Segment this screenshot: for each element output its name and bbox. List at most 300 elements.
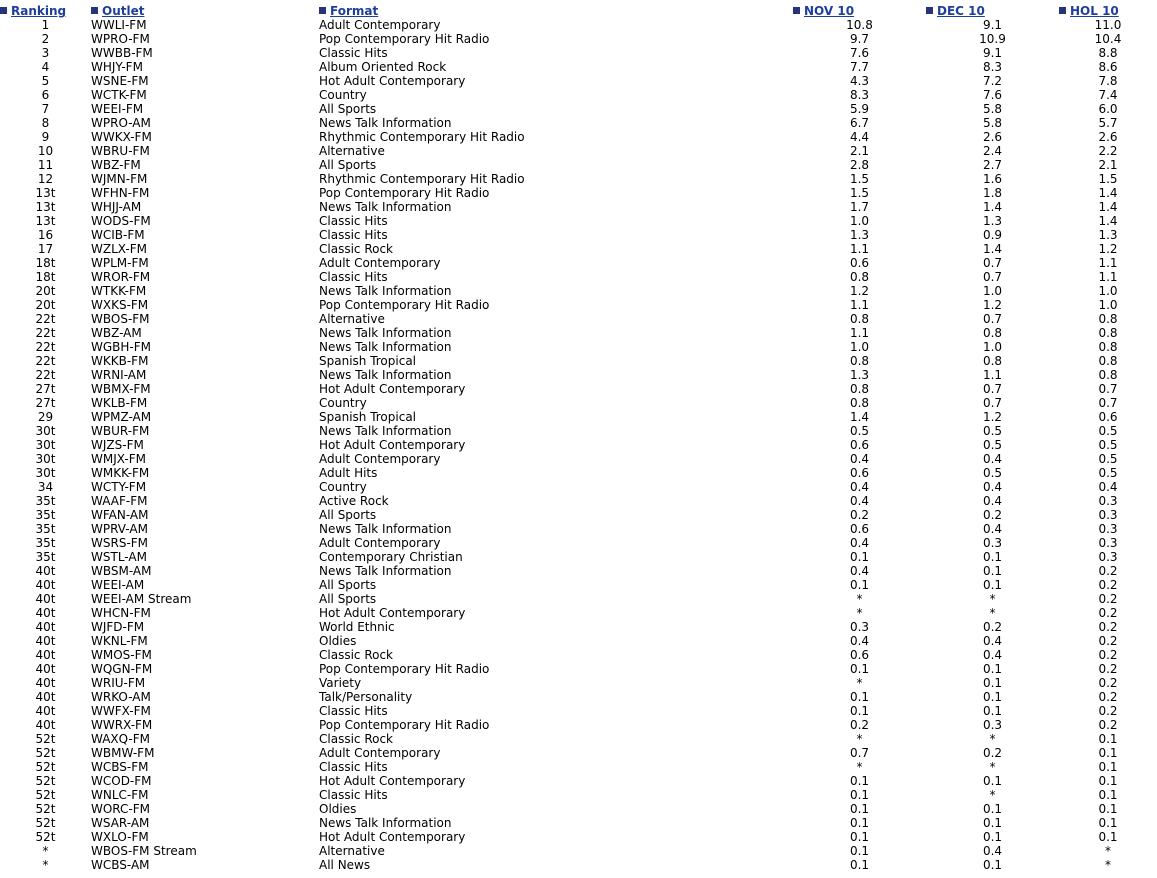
- header-hol: [1059, 4, 1157, 18]
- nov-value-cell: *: [856, 732, 863, 746]
- hol-value-cell: 0.1: [1098, 802, 1118, 816]
- nov-value-cell: 1.7: [849, 200, 870, 214]
- sort-hol-link[interactable]: HOL 10: [1070, 4, 1119, 18]
- outlet-cell: WKLB-FM: [91, 396, 148, 410]
- format-cell: All Sports: [319, 158, 377, 172]
- table-row: [0, 606, 1157, 620]
- dec-value-cell: 0.7: [982, 256, 1003, 270]
- hol-value-cell: 0.1: [1098, 830, 1118, 844]
- hol-value-cell: 0.2: [1098, 564, 1118, 578]
- hol-value-cell: 0.2: [1098, 718, 1118, 732]
- outlet-cell: WRKO-AM: [91, 690, 151, 704]
- hol-value-cell: 0.8: [1098, 368, 1118, 382]
- outlet-cell: WPRO-FM: [91, 32, 150, 46]
- table-row: [0, 158, 1157, 172]
- table-row: [0, 620, 1157, 634]
- dec-value-cell: 1.2: [982, 298, 1003, 312]
- hol-value-cell: 0.7: [1098, 396, 1118, 410]
- hol-value-cell: 1.3: [1098, 228, 1118, 242]
- format-cell: Adult Contemporary: [319, 746, 441, 760]
- ranking-cell: 4: [41, 60, 50, 74]
- hol-value-cell: 0.5: [1098, 452, 1118, 466]
- nov-value-cell: 0.6: [849, 466, 870, 480]
- outlet-cell: WAAF-FM: [91, 494, 148, 508]
- header-dec: [926, 4, 1059, 18]
- format-cell: News Talk Information: [319, 522, 452, 536]
- nov-value-cell: 0.4: [849, 480, 870, 494]
- dec-value-cell: 0.2: [982, 508, 1003, 522]
- nov-value-cell: 0.5: [849, 424, 870, 438]
- ranking-cell: 18t: [35, 270, 56, 284]
- ranking-cell: 52t: [35, 788, 56, 802]
- format-cell: World Ethnic: [319, 620, 395, 634]
- table-row: [0, 172, 1157, 186]
- dec-value-cell: 9.1: [982, 18, 1003, 32]
- dec-value-cell: 0.1: [982, 704, 1003, 718]
- nov-value-cell: 4.4: [849, 130, 870, 144]
- hol-value-cell: *: [1105, 844, 1111, 858]
- format-cell: Adult Contemporary: [319, 536, 441, 550]
- table-row: [0, 802, 1157, 816]
- hol-value-cell: 1.4: [1098, 200, 1118, 214]
- sort-square-icon: [91, 7, 98, 14]
- table-row: [0, 550, 1157, 564]
- outlet-cell: WHJY-FM: [91, 60, 143, 74]
- ranking-cell: 11: [37, 158, 54, 172]
- ranking-cell: 40t: [35, 718, 56, 732]
- hol-value-cell: 1.2: [1098, 242, 1118, 256]
- format-cell: Country: [319, 88, 367, 102]
- hol-value-cell: 0.2: [1098, 592, 1118, 606]
- outlet-cell: WKKB-FM: [91, 354, 149, 368]
- hol-value-cell: 7.8: [1098, 74, 1118, 88]
- nov-value-cell: 5.9: [849, 102, 870, 116]
- outlet-cell: WPLM-FM: [91, 256, 149, 270]
- ranking-cell: 20t: [35, 298, 56, 312]
- nov-value-cell: 0.4: [849, 494, 870, 508]
- dec-value-cell: 7.2: [982, 74, 1003, 88]
- outlet-cell: WEEI-AM: [91, 578, 145, 592]
- ranking-cell: 40t: [35, 648, 56, 662]
- hol-value-cell: 0.3: [1098, 522, 1118, 536]
- format-cell: Pop Contemporary Hit Radio: [319, 718, 490, 732]
- table-row: [0, 452, 1157, 466]
- hol-value-cell: 0.6: [1098, 410, 1118, 424]
- format-cell: Adult Contemporary: [319, 256, 441, 270]
- format-cell: Oldies: [319, 802, 357, 816]
- hol-value-cell: 0.2: [1098, 578, 1118, 592]
- outlet-cell: WCOD-FM: [91, 774, 152, 788]
- ranking-cell: 40t: [35, 662, 56, 676]
- table-row: [0, 284, 1157, 298]
- format-cell: Classic Rock: [319, 242, 394, 256]
- table-row: [0, 32, 1157, 46]
- ranking-cell: *: [42, 844, 49, 858]
- format-cell: Pop Contemporary Hit Radio: [319, 662, 490, 676]
- nov-value-cell: 0.1: [849, 816, 870, 830]
- format-cell: Talk/Personality: [319, 690, 413, 704]
- outlet-cell: WBMX-FM: [91, 382, 151, 396]
- hol-value-cell: 1.5: [1098, 172, 1118, 186]
- nov-value-cell: 1.3: [849, 368, 870, 382]
- table-row: [0, 354, 1157, 368]
- dec-value-cell: 0.5: [982, 424, 1003, 438]
- nov-value-cell: 1.5: [849, 172, 870, 186]
- table-row: [0, 522, 1157, 536]
- hol-value-cell: 0.3: [1098, 536, 1118, 550]
- table-row: [0, 368, 1157, 382]
- format-cell: Rhythmic Contemporary Hit Radio: [319, 130, 525, 144]
- dec-value-cell: 0.1: [982, 858, 1003, 872]
- header-ranking: [0, 4, 91, 18]
- table-row: [0, 46, 1157, 60]
- hol-value-cell: 6.0: [1098, 102, 1118, 116]
- format-cell: All Sports: [319, 578, 377, 592]
- table-row: [0, 676, 1157, 690]
- nov-value-cell: 0.6: [849, 438, 870, 452]
- format-cell: Pop Contemporary Hit Radio: [319, 32, 490, 46]
- sort-nov-link[interactable]: NOV 10: [804, 4, 855, 18]
- nov-value-cell: 0.1: [849, 802, 870, 816]
- sort-ranking-link[interactable]: Ranking: [11, 4, 67, 18]
- nov-value-cell: 0.8: [849, 382, 870, 396]
- nov-value-cell: 0.8: [849, 354, 870, 368]
- nov-value-cell: 7.7: [849, 60, 870, 74]
- outlet-cell: WWBB-FM: [91, 46, 153, 60]
- ranking-cell: 17: [37, 242, 54, 256]
- dec-value-cell: *: [989, 760, 996, 774]
- table-row: [0, 760, 1157, 774]
- format-cell: Classic Hits: [319, 270, 388, 284]
- format-cell: Alternative: [319, 312, 385, 326]
- nov-value-cell: 0.4: [849, 536, 870, 550]
- ranking-cell: 22t: [35, 326, 56, 340]
- hol-value-cell: 0.2: [1098, 606, 1118, 620]
- table-row: [0, 774, 1157, 788]
- dec-value-cell: 1.1: [982, 368, 1003, 382]
- outlet-cell: WEEI-AM Stream: [91, 592, 192, 606]
- hol-value-cell: 1.1: [1098, 270, 1118, 284]
- dec-value-cell: 0.3: [982, 718, 1003, 732]
- table-row: [0, 648, 1157, 662]
- table-body: [0, 18, 1157, 872]
- sort-outlet-link[interactable]: Outlet: [102, 4, 145, 18]
- ranking-cell: 40t: [35, 704, 56, 718]
- dec-value-cell: 1.0: [982, 284, 1003, 298]
- table-row: [0, 564, 1157, 578]
- outlet-cell: WCTK-FM: [91, 88, 147, 102]
- dec-value-cell: *: [989, 592, 996, 606]
- format-cell: Hot Adult Contemporary: [319, 830, 466, 844]
- table-row: [0, 704, 1157, 718]
- dec-value-cell: 0.1: [982, 690, 1003, 704]
- hol-value-cell: 1.4: [1098, 186, 1118, 200]
- nov-value-cell: 0.4: [849, 634, 870, 648]
- hol-value-cell: 1.0: [1098, 284, 1118, 298]
- table-row: [0, 256, 1157, 270]
- hol-value-cell: 8.6: [1098, 60, 1118, 74]
- format-cell: News Talk Information: [319, 284, 452, 298]
- table-row: [0, 340, 1157, 354]
- hol-value-cell: 0.3: [1098, 494, 1118, 508]
- nov-value-cell: 0.6: [849, 522, 870, 536]
- outlet-cell: WRIU-FM: [91, 676, 146, 690]
- nov-value-cell: 0.8: [849, 396, 870, 410]
- format-cell: Classic Hits: [319, 760, 388, 774]
- dec-value-cell: 2.4: [982, 144, 1003, 158]
- outlet-cell: WEEI-FM: [91, 102, 144, 116]
- nov-value-cell: 1.1: [849, 326, 870, 340]
- table-row: [0, 326, 1157, 340]
- format-cell: Classic Hits: [319, 228, 388, 242]
- hol-value-cell: 0.8: [1098, 354, 1118, 368]
- format-cell: Active Rock: [319, 494, 389, 508]
- header-format: [319, 4, 793, 18]
- nov-value-cell: *: [856, 592, 863, 606]
- hol-value-cell: 0.2: [1098, 704, 1118, 718]
- outlet-cell: WMOS-FM: [91, 648, 152, 662]
- dec-value-cell: 1.8: [982, 186, 1003, 200]
- outlet-cell: WCIB-FM: [91, 228, 145, 242]
- dec-value-cell: 0.8: [982, 326, 1003, 340]
- dec-value-cell: 1.4: [982, 242, 1003, 256]
- outlet-cell: WAXQ-FM: [91, 732, 151, 746]
- ranking-cell: 30t: [35, 438, 56, 452]
- nov-value-cell: 0.8: [849, 270, 870, 284]
- sort-square-icon: [926, 7, 933, 14]
- dec-value-cell: 10.9: [979, 32, 1006, 46]
- dec-value-cell: 0.2: [982, 620, 1003, 634]
- dec-value-cell: 2.7: [982, 158, 1003, 172]
- ranking-cell: 2: [41, 32, 50, 46]
- hol-value-cell: 0.5: [1098, 466, 1118, 480]
- outlet-cell: WJFD-FM: [91, 620, 145, 634]
- ranking-cell: 1: [41, 18, 50, 32]
- outlet-cell: WJMN-FM: [91, 172, 148, 186]
- format-cell: Adult Hits: [319, 466, 378, 480]
- outlet-cell: WSAR-AM: [91, 816, 150, 830]
- format-cell: News Talk Information: [319, 564, 452, 578]
- ranking-cell: 35t: [35, 550, 56, 564]
- sort-format-link[interactable]: Format: [330, 4, 379, 18]
- table-row: [0, 130, 1157, 144]
- sort-square-icon: [319, 7, 326, 14]
- nov-value-cell: 4.3: [849, 74, 870, 88]
- outlet-cell: WXLO-FM: [91, 830, 149, 844]
- table-row: [0, 830, 1157, 844]
- ranking-cell: 3: [41, 46, 50, 60]
- outlet-cell: WBMW-FM: [91, 746, 155, 760]
- format-cell: News Talk Information: [319, 200, 452, 214]
- nov-value-cell: 0.4: [849, 452, 870, 466]
- ranking-cell: 52t: [35, 830, 56, 844]
- ranking-cell: 35t: [35, 536, 56, 550]
- nov-value-cell: 0.1: [849, 788, 870, 802]
- format-cell: Hot Adult Contemporary: [319, 606, 466, 620]
- dec-value-cell: 8.3: [982, 60, 1003, 74]
- hol-value-cell: 0.1: [1098, 760, 1118, 774]
- outlet-cell: WBZ-FM: [91, 158, 141, 172]
- header-row: [0, 4, 1157, 18]
- nov-value-cell: 0.1: [849, 690, 870, 704]
- table-row: [0, 634, 1157, 648]
- dec-value-cell: 0.4: [982, 494, 1003, 508]
- nov-value-cell: *: [856, 760, 863, 774]
- hol-value-cell: 5.7: [1098, 116, 1118, 130]
- nov-value-cell: 0.3: [849, 620, 870, 634]
- table-row: [0, 214, 1157, 228]
- format-cell: News Talk Information: [319, 326, 452, 340]
- dec-value-cell: 0.1: [982, 662, 1003, 676]
- header-outlet: [91, 4, 319, 18]
- format-cell: News Talk Information: [319, 116, 452, 130]
- dec-value-cell: 2.6: [982, 130, 1003, 144]
- nov-value-cell: 1.2: [849, 284, 870, 298]
- hol-value-cell: 11.0: [1094, 18, 1122, 32]
- format-cell: Country: [319, 396, 367, 410]
- dec-value-cell: 0.1: [982, 816, 1003, 830]
- outlet-cell: WROR-FM: [91, 270, 151, 284]
- nov-value-cell: 7.6: [849, 46, 870, 60]
- table-row: [0, 718, 1157, 732]
- outlet-cell: WBRU-FM: [91, 144, 150, 158]
- format-cell: All Sports: [319, 592, 377, 606]
- ranking-cell: 35t: [35, 522, 56, 536]
- ranking-cell: 40t: [35, 676, 56, 690]
- format-cell: Spanish Tropical: [319, 410, 417, 424]
- ranking-cell: 6: [41, 88, 50, 102]
- ranking-cell: 30t: [35, 452, 56, 466]
- format-cell: Oldies: [319, 634, 357, 648]
- hol-value-cell: 1.1: [1098, 256, 1118, 270]
- dec-value-cell: 1.6: [982, 172, 1003, 186]
- ranking-cell: 22t: [35, 340, 56, 354]
- table-row: [0, 228, 1157, 242]
- ranking-cell: 13t: [35, 200, 56, 214]
- dec-value-cell: 1.4: [982, 200, 1003, 214]
- outlet-cell: WWKX-FM: [91, 130, 152, 144]
- outlet-cell: WWRX-FM: [91, 718, 153, 732]
- dec-value-cell: 0.7: [982, 270, 1003, 284]
- format-cell: Classic Rock: [319, 648, 394, 662]
- dec-value-cell: 9.1: [982, 46, 1003, 60]
- nov-value-cell: 0.8: [849, 312, 870, 326]
- nov-value-cell: 1.0: [849, 340, 870, 354]
- table-row: [0, 312, 1157, 326]
- nov-value-cell: 1.3: [849, 228, 870, 242]
- table-row: [0, 270, 1157, 284]
- ranking-cell: 22t: [35, 368, 56, 382]
- outlet-cell: WCBS-FM: [91, 760, 149, 774]
- dec-value-cell: *: [989, 606, 996, 620]
- hol-value-cell: 2.6: [1098, 130, 1118, 144]
- ranking-cell: 10: [37, 144, 54, 158]
- outlet-cell: WXKS-FM: [91, 298, 149, 312]
- dec-value-cell: 0.1: [982, 564, 1003, 578]
- format-cell: Hot Adult Contemporary: [319, 74, 466, 88]
- hol-value-cell: 0.4: [1098, 480, 1118, 494]
- hol-value-cell: 10.4: [1094, 32, 1122, 46]
- format-cell: Adult Contemporary: [319, 452, 441, 466]
- table-row: [0, 578, 1157, 592]
- outlet-cell: WPRV-AM: [91, 522, 148, 536]
- format-cell: Classic Rock: [319, 732, 394, 746]
- table-row: [0, 438, 1157, 452]
- table-row: [0, 298, 1157, 312]
- ranking-cell: 34: [37, 480, 54, 494]
- table-row: [0, 592, 1157, 606]
- nov-value-cell: 0.6: [849, 648, 870, 662]
- format-cell: Album Oriented Rock: [319, 60, 447, 74]
- ranking-cell: 40t: [35, 690, 56, 704]
- dec-value-cell: 0.4: [982, 480, 1003, 494]
- hol-value-cell: 0.1: [1098, 774, 1118, 788]
- format-cell: Alternative: [319, 144, 385, 158]
- table-row: [0, 242, 1157, 256]
- outlet-cell: WRNI-AM: [91, 368, 147, 382]
- outlet-cell: WCBS-AM: [91, 858, 150, 872]
- ranking-cell: 22t: [35, 354, 56, 368]
- dec-value-cell: 0.4: [982, 522, 1003, 536]
- nov-value-cell: 6.7: [849, 116, 870, 130]
- dec-value-cell: 0.4: [982, 452, 1003, 466]
- table-row: [0, 494, 1157, 508]
- outlet-cell: WORC-FM: [91, 802, 151, 816]
- ranking-cell: 52t: [35, 746, 56, 760]
- ranking-cell: 40t: [35, 592, 56, 606]
- nov-value-cell: 0.1: [849, 858, 870, 872]
- table-row: [0, 662, 1157, 676]
- dec-value-cell: 0.4: [982, 648, 1003, 662]
- outlet-cell: WBUR-FM: [91, 424, 150, 438]
- hol-value-cell: 0.5: [1098, 438, 1118, 452]
- format-cell: All News: [319, 858, 371, 872]
- table-row: [0, 200, 1157, 214]
- ranking-cell: 20t: [35, 284, 56, 298]
- nov-value-cell: *: [856, 606, 863, 620]
- dec-value-cell: 0.4: [982, 634, 1003, 648]
- ranking-cell: 52t: [35, 774, 56, 788]
- ranking-cell: 52t: [35, 760, 56, 774]
- table-row: [0, 18, 1157, 32]
- format-cell: Rhythmic Contemporary Hit Radio: [319, 172, 525, 186]
- ranking-cell: 30t: [35, 424, 56, 438]
- outlet-cell: WPMZ-AM: [91, 410, 152, 424]
- table-row: [0, 116, 1157, 130]
- ranking-cell: 40t: [35, 606, 56, 620]
- hol-value-cell: 0.8: [1098, 326, 1118, 340]
- dec-value-cell: 0.7: [982, 312, 1003, 326]
- dec-value-cell: 0.1: [982, 676, 1003, 690]
- outlet-cell: WCTY-FM: [91, 480, 147, 494]
- dec-value-cell: 0.1: [982, 550, 1003, 564]
- ranking-cell: 27t: [35, 382, 56, 396]
- hol-value-cell: 0.1: [1098, 732, 1118, 746]
- hol-value-cell: 0.3: [1098, 508, 1118, 522]
- dec-value-cell: 1.0: [982, 340, 1003, 354]
- format-cell: Spanish Tropical: [319, 354, 417, 368]
- nov-value-cell: 0.1: [849, 662, 870, 676]
- outlet-cell: WPRO-AM: [91, 116, 151, 130]
- dec-value-cell: *: [989, 732, 996, 746]
- table-row: [0, 466, 1157, 480]
- hol-value-cell: 0.1: [1098, 746, 1118, 760]
- sort-dec-link[interactable]: DEC 10: [937, 4, 985, 18]
- dec-value-cell: 0.1: [982, 802, 1003, 816]
- nov-value-cell: 1.4: [849, 410, 870, 424]
- hol-value-cell: 0.1: [1098, 788, 1118, 802]
- hol-value-cell: 0.5: [1098, 424, 1118, 438]
